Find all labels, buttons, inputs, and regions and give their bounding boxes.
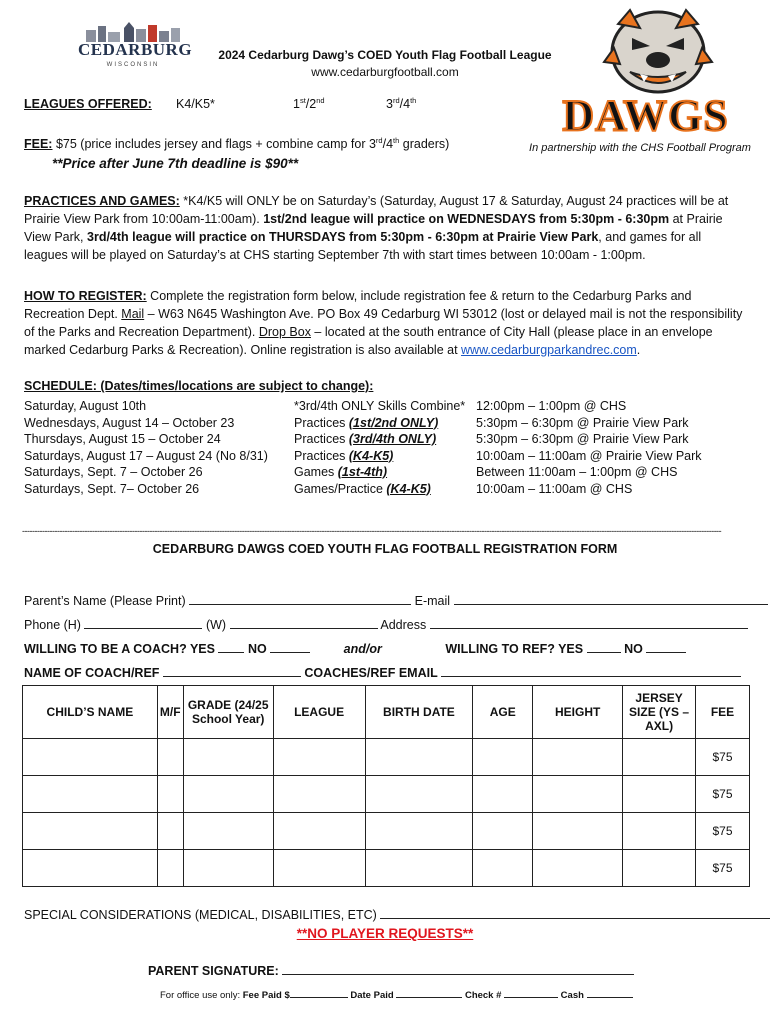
email-label: E-mail (414, 594, 451, 608)
fee-label: FEE: (24, 137, 53, 151)
schedule-date: Thursdays, August 15 – October 24 (24, 432, 221, 446)
schedule-time: 5:30pm – 6:30pm @ Prairie View Park (476, 415, 689, 430)
header-grade: GRADE (24/25 School Year) (183, 686, 273, 739)
header-height: HEIGHT (533, 686, 623, 739)
practices-paragraph (24, 192, 747, 264)
jersey-size-cell[interactable] (623, 813, 696, 850)
schedule-date: Saturdays, Sept. 7– October 26 (24, 481, 200, 496)
height-cell[interactable] (533, 739, 623, 776)
late-price-note: **Price after June 7th deadline is $90** (52, 156, 299, 171)
league-cell[interactable] (273, 813, 365, 850)
volunteer-row (24, 640, 686, 656)
header-child-name: CHILD’S NAME (23, 686, 158, 739)
jersey-size-cell[interactable] (623, 739, 696, 776)
cut-line-divider: ---------------------------------------------------------------------------------------------------------------------------------------------------------------------------------------------------------------------------------------------------------------------------------------- (22, 526, 722, 536)
practices-t2: 1st/2nd league will practice on WEDNESDAYS from 5:30pm - 6:30pm (263, 212, 670, 226)
fee-cell: $75 (696, 850, 750, 887)
age-cell[interactable] (473, 776, 533, 813)
activity-league: (1st-4th) (337, 465, 388, 479)
birth-date-cell[interactable] (365, 776, 473, 813)
registration-form-title: CEDARBURG DAWGS COED YOUTH FLAG FOOTBALL REGISTRATION FORM (152, 542, 618, 556)
check-field[interactable] (504, 988, 558, 998)
coach-yes-field[interactable] (218, 640, 244, 653)
register-t4: . (636, 343, 641, 357)
phone-row (24, 616, 748, 632)
birth-date-cell[interactable] (365, 813, 473, 850)
register-label: HOW TO REGISTER: (24, 289, 147, 303)
coach-email-label: COACHES/REF EMAIL (304, 666, 438, 680)
child-name-cell[interactable] (23, 850, 158, 887)
jersey-size-cell[interactable] (623, 776, 696, 813)
table-row (23, 776, 750, 813)
phone-work-label: (W) (205, 618, 227, 632)
special-considerations-label: SPECIAL CONSIDERATIONS (MEDICAL, DISABILITIES, ETC) (24, 908, 377, 922)
check-label: Check # (464, 990, 502, 1001)
practices-label: PRACTICES AND GAMES: (24, 194, 180, 208)
practices-t1: *K4/K5 will ONLY be on Saturday’s (Saturday, August 17 & Saturday, August 24 practices will be at Prairie View Park from 10:00am-11:00am). (24, 194, 729, 226)
parent-signature-label: PARENT SIGNATURE: (148, 964, 279, 978)
schedule-date: Saturdays, August 17 – August 24 (No 8/31) (24, 448, 268, 463)
dawgs-wordmark: DAWGS (562, 91, 729, 140)
coach-email-field[interactable] (441, 664, 741, 677)
height-cell[interactable] (533, 813, 623, 850)
special-considerations-field[interactable] (380, 906, 770, 919)
coach-question: WILLING TO BE A COACH? YES (24, 642, 215, 656)
office-use-label: For office use only: (160, 990, 241, 1001)
parent-row (24, 592, 768, 608)
cash-field[interactable] (587, 988, 633, 998)
schedule-date: Saturdays, Sept. 7 – October 26 (24, 465, 203, 479)
date-paid-field[interactable] (396, 988, 462, 998)
schedule-activity (294, 448, 465, 465)
practices-t4: 3rd/4th league will practice on THURSDAYS from 5:30pm - 6:30pm at Prairie View Park (87, 230, 599, 244)
schedule-activity (294, 481, 465, 498)
register-t3: – located at the south entrance of City Hall (please place in an envelope marked Cedarburg Parks & Recreation). Online registration is also available at (24, 325, 713, 357)
registration-table (22, 685, 750, 887)
practices-t3: at Prairie View Park, (24, 212, 723, 244)
activity-league: (3rd/4th ONLY) (348, 432, 437, 446)
activity-league: (1st/2nd ONLY) (348, 415, 439, 430)
register-dropbox: Drop Box (258, 325, 311, 339)
coach-no-field[interactable] (270, 640, 310, 653)
phone-home-field[interactable] (84, 616, 202, 629)
child-name-cell[interactable] (23, 813, 158, 850)
partnership-note: In partnership with the CHS Football Program (529, 142, 751, 154)
header-league: LEAGUE (273, 686, 365, 739)
schedule-activity (294, 415, 465, 432)
activity-text: Practices (294, 432, 349, 446)
fee-sup2: th (393, 135, 400, 145)
schedule-date: Saturday, August 10th (24, 399, 147, 413)
register-paragraph (24, 287, 747, 359)
grade-cell[interactable] (183, 850, 273, 887)
fee-cell: $75 (696, 813, 750, 850)
league-cell[interactable] (273, 776, 365, 813)
fee-text-a: $75 (price includes jersey and flags + combine camp for 3 (52, 137, 376, 151)
leagues-offered-label: LEAGUES OFFERED: (24, 97, 152, 111)
activity-text: *3rd/4th ONLY Skills Combine* (294, 399, 466, 413)
phone-work-field[interactable] (230, 616, 378, 629)
coach-no-label: NO (247, 642, 267, 656)
fee-cell: $75 (696, 776, 750, 813)
document-title: 2024 Cedarburg Dawg’s COED Youth Flag Football League (218, 48, 552, 62)
age-cell[interactable] (473, 739, 533, 776)
fee-text-b: /4 (382, 137, 394, 151)
schedule-activity (294, 398, 465, 415)
schedule-date: Wednesdays, August 14 – October 23 (24, 415, 235, 430)
mf-cell[interactable] (157, 776, 183, 813)
coach-name-label: NAME OF COACH/REF (24, 666, 160, 680)
bulldog-icon (548, 2, 743, 102)
table-row (23, 813, 750, 850)
header-fee: FEE (696, 686, 750, 739)
cedarburg-wordmark: CEDARBURG (78, 40, 193, 59)
fee-line (24, 137, 449, 151)
email-field[interactable] (454, 592, 768, 605)
activity-text: Games (294, 465, 338, 479)
signature-row (148, 962, 634, 978)
schedule-heading: SCHEDULE: (Dates/times/locations are subject to change): (24, 379, 374, 393)
header-jersey-size: JERSEY SIZE (YS – AXL) (623, 686, 696, 739)
office-use-row (160, 988, 633, 1001)
height-cell[interactable] (533, 776, 623, 813)
cedarburg-logo (78, 22, 193, 74)
table-header-row (23, 686, 750, 739)
cash-label: Cash (560, 990, 584, 1001)
schedule-dates (24, 398, 268, 497)
league-3rd-4th: 3rd/4th (386, 95, 417, 111)
skyline-icon (84, 22, 182, 42)
birth-date-cell[interactable] (365, 850, 473, 887)
fee-sup: rd (375, 135, 383, 145)
register-t1: Complete the registration form below, include registration fee & return to the Cedarburg Parks and Recreation Dept. (24, 289, 692, 321)
address-label: Address (380, 618, 427, 632)
register-mail: Mail (121, 307, 145, 321)
jersey-size-cell[interactable] (623, 850, 696, 887)
age-cell[interactable] (473, 813, 533, 850)
parent-name-field[interactable] (189, 592, 411, 605)
league-k4k5: K4/K5* (176, 97, 215, 111)
activity-league: (K4-K5) (348, 448, 394, 463)
header-age: AGE (473, 686, 533, 739)
mf-cell[interactable] (157, 739, 183, 776)
address-field[interactable] (430, 616, 748, 629)
schedule-time: 10:00am – 11:00am @ CHS (476, 481, 633, 496)
grade-cell[interactable] (183, 776, 273, 813)
schedule-time: Between 11:00am – 1:00pm @ CHS (476, 465, 678, 479)
header-birth-date: BIRTH DATE (365, 686, 473, 739)
ref-yes-field[interactable] (587, 640, 621, 653)
schedule-activity (294, 464, 465, 481)
fee-text-c: graders) (399, 137, 450, 151)
coach-name-field[interactable] (163, 664, 301, 677)
wisconsin-subtext: WISCONSIN (106, 62, 160, 68)
fee-paid-label: Fee Paid $ (242, 990, 290, 1001)
no-player-requests-notice: **NO PLAYER REQUESTS** (296, 926, 474, 941)
website-url: www.cedarburgfootball.com (311, 65, 459, 79)
parkandrec-link[interactable]: www.cedarburgparkandrec.com (461, 343, 637, 357)
height-cell[interactable] (533, 850, 623, 887)
phone-home-label: Phone (H) (24, 618, 81, 632)
birth-date-cell[interactable] (365, 739, 473, 776)
schedule-activities (294, 398, 465, 497)
special-considerations-row (24, 906, 770, 922)
schedule-time: 10:00am – 11:00am @ Prairie View Park (476, 448, 702, 463)
ref-no-label: NO (624, 642, 643, 656)
age-cell[interactable] (473, 850, 533, 887)
mf-cell[interactable] (157, 813, 183, 850)
activity-text: Games/Practice (294, 481, 387, 496)
header-mf: M/F (157, 686, 183, 739)
mf-cell[interactable] (157, 850, 183, 887)
ref-question: WILLING TO REF? YES (445, 642, 584, 656)
table-row (23, 850, 750, 887)
child-name-cell[interactable] (23, 739, 158, 776)
parent-signature-field[interactable] (282, 962, 634, 975)
activity-text: Practices (294, 448, 349, 463)
dawgs-logo (548, 2, 743, 142)
league-1st-2nd: 1st/2nd (293, 95, 325, 111)
grade-cell[interactable] (183, 739, 273, 776)
activity-league: (K4-K5) (386, 481, 431, 496)
fee-cell: $75 (696, 739, 750, 776)
schedule-activity (294, 431, 465, 448)
schedule-time: 5:30pm – 6:30pm @ Prairie View Park (476, 432, 689, 446)
league-cell[interactable] (273, 850, 365, 887)
parent-name-label: Parent’s Name (Please Print) (24, 594, 186, 608)
date-paid-label: Date Paid (350, 990, 394, 1001)
table-row (23, 739, 750, 776)
schedule-time: 12:00pm – 1:00pm @ CHS (476, 399, 627, 413)
practices-t5: , and games for all leagues will be played on Saturday’s at CHS starting September 7th with start times between 10:00am - 1:00pm. (24, 230, 702, 262)
and-or-text: and/or (343, 642, 382, 656)
schedule-times (476, 398, 702, 497)
coach-name-row (24, 664, 741, 680)
fee-paid-field[interactable] (290, 988, 348, 998)
register-t2: – W63 N645 Washington Ave. PO Box 49 Cedarburg WI 53012 (lost or delayed mail is not the responsibility of the Parks and Recreation Department). (24, 307, 743, 339)
ref-no-field[interactable] (646, 640, 686, 653)
child-name-cell[interactable] (23, 776, 158, 813)
grade-cell[interactable] (183, 813, 273, 850)
league-cell[interactable] (273, 739, 365, 776)
activity-text: Practices (294, 415, 349, 430)
